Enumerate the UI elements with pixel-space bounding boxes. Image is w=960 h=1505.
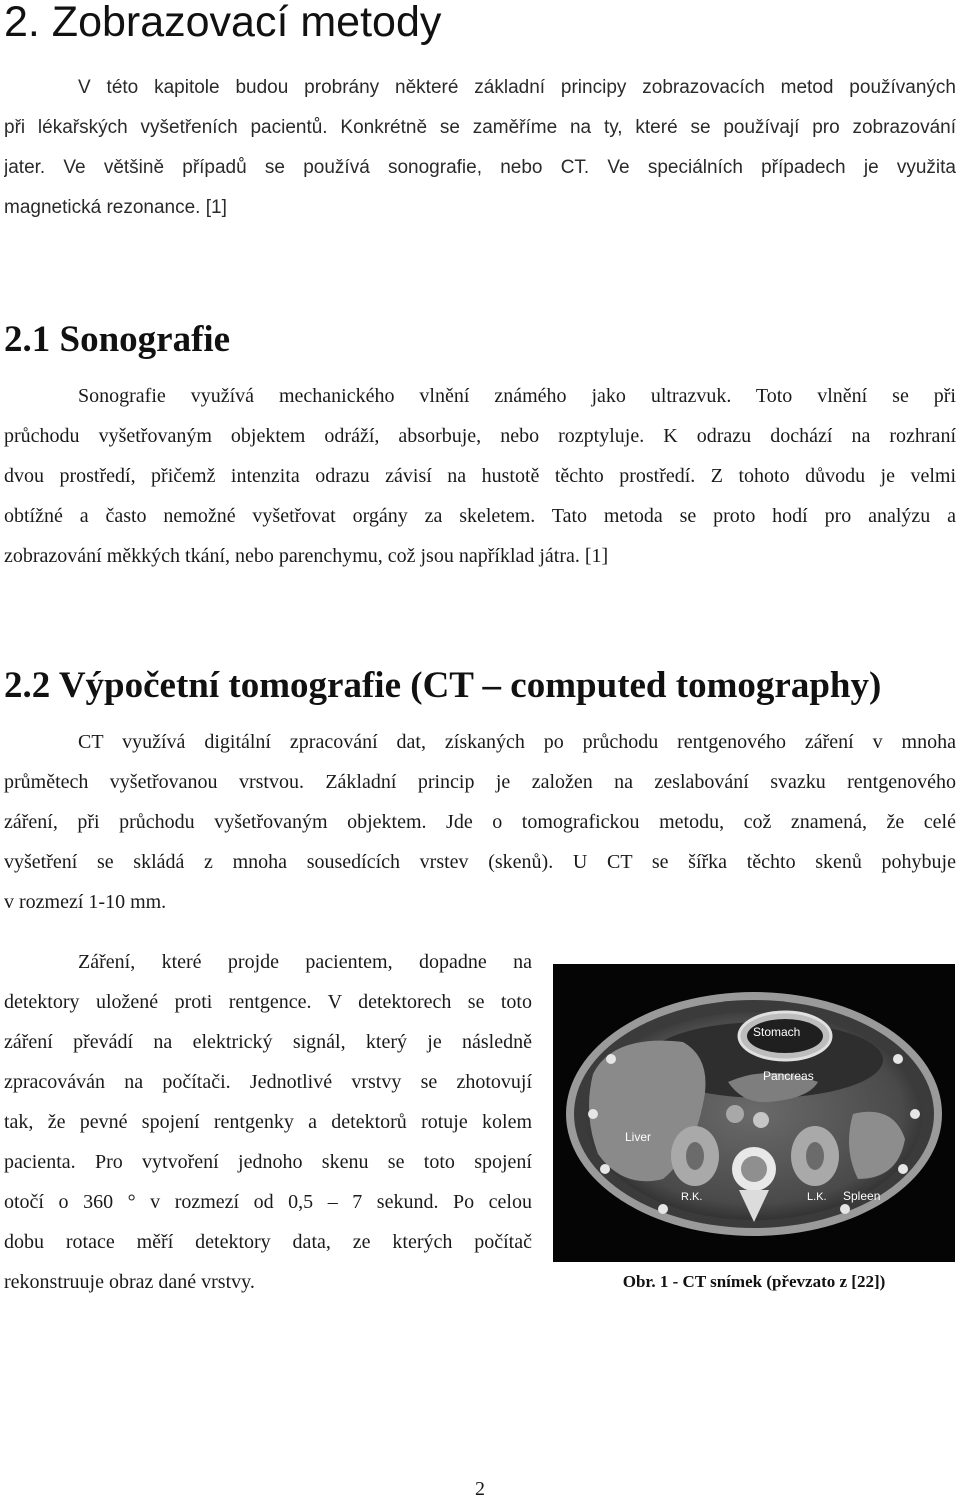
ct-paragraph	[4, 722, 956, 922]
ct-column-paragraph	[4, 942, 532, 1302]
text-line: dvou prostředí, přičemž intenzita odrazu závisí na hustotě těchto prostředí. Z tohoto důvodu je velmi	[4, 465, 956, 487]
label-stomach: Stomach	[753, 1025, 801, 1039]
text-line: otočí o 360 ° v rozmezí od 0,5 – 7 sekund. Po celou	[4, 1191, 532, 1213]
text-line: průmětech vyšetřovanou vrstvou. Základní princip je založen na zeslabování svazku rentgenového	[4, 771, 956, 793]
sonografie-paragraph	[4, 376, 956, 576]
text-line: rekonstruuje obraz dané vrstvy.	[4, 1271, 255, 1293]
intro-line: jater. Ve většině případů se používá sonografie, nebo CT. Ve speciálních případech je využita	[4, 157, 956, 178]
text-line: obtížné a často nemožné vyšetřovat orgány za skeletem. Tato metoda se proto hodí pro analýzu a	[4, 505, 956, 527]
text-line: vyšetření se skládá z mnoha sousedících vrstev (skenů). U CT se šířka těchto skenů pohybuje	[4, 851, 956, 873]
text-line: záření, při průchodu vyšetřovaným objektem. Jde o tomografickou metodu, což znamená, že celé	[4, 811, 956, 833]
label-spleen: Spleen	[843, 1189, 881, 1203]
intro-paragraph	[4, 68, 956, 228]
chapter-title: 2. Zobrazovací metody	[4, 0, 442, 46]
text-line: zpracováván na počítači. Jednotlivé vrstvy se zhotovují	[4, 1071, 532, 1093]
text-line: dobu rotace měří detektory data, ze kterých počítač	[4, 1231, 532, 1253]
intro-line: V této kapitole budou probrány některé základní principy zobrazovacích metod používaných	[78, 77, 956, 98]
intro-line: magnetická rezonance. [1]	[4, 197, 227, 218]
text-line: detektory uložené proti rentgence. V detektorech se toto	[4, 991, 532, 1013]
text-line: v rozmezí 1-10 mm.	[4, 891, 167, 913]
label-pancreas: Pancreas	[763, 1069, 814, 1083]
ct-scan-image	[553, 964, 955, 1262]
text-line: zobrazování měkkých tkání, nebo parenchymu, což jsou například játra. [1]	[4, 545, 609, 567]
intro-line: při lékařských vyšetřeních pacientů. Konkrétně se zaměříme na ty, které se používají pro zobrazování	[4, 117, 956, 138]
text-line: pacienta. Pro vytvoření jednoho skenu se toto spojení	[4, 1151, 532, 1173]
figure-caption: Obr. 1 - CT snímek (převzato z [22])	[622, 1272, 886, 1291]
text-line: průchodu vyšetřovaným objektem odráží, absorbuje, nebo rozptyluje. K odrazu dochází na rozhraní	[4, 425, 956, 447]
label-liver: Liver	[625, 1130, 652, 1144]
text-line: Sonografie využívá mechanického vlnění známého jako ultrazvuk. Toto vlnění se při	[78, 385, 956, 407]
label-rk: R.K.	[681, 1191, 703, 1203]
text-line: CT využívá digitální zpracování dat, získaných po průchodu rentgenového záření v mnoha	[78, 731, 956, 753]
page-number: 2	[475, 1478, 485, 1500]
section-heading-ct: 2.2 Výpočetní tomografie (CT – computed tomography)	[4, 665, 882, 706]
label-lk: L.K.	[807, 1191, 827, 1203]
section-heading-sonografie: 2.1 Sonografie	[4, 319, 231, 360]
text-line: záření převádí na elektrický signál, který je následně	[4, 1031, 532, 1053]
text-line: tak, že pevné spojení rentgenky a detektorů rotuje kolem	[4, 1111, 532, 1133]
text-line: Záření, které projde pacientem, dopadne na	[78, 951, 532, 973]
